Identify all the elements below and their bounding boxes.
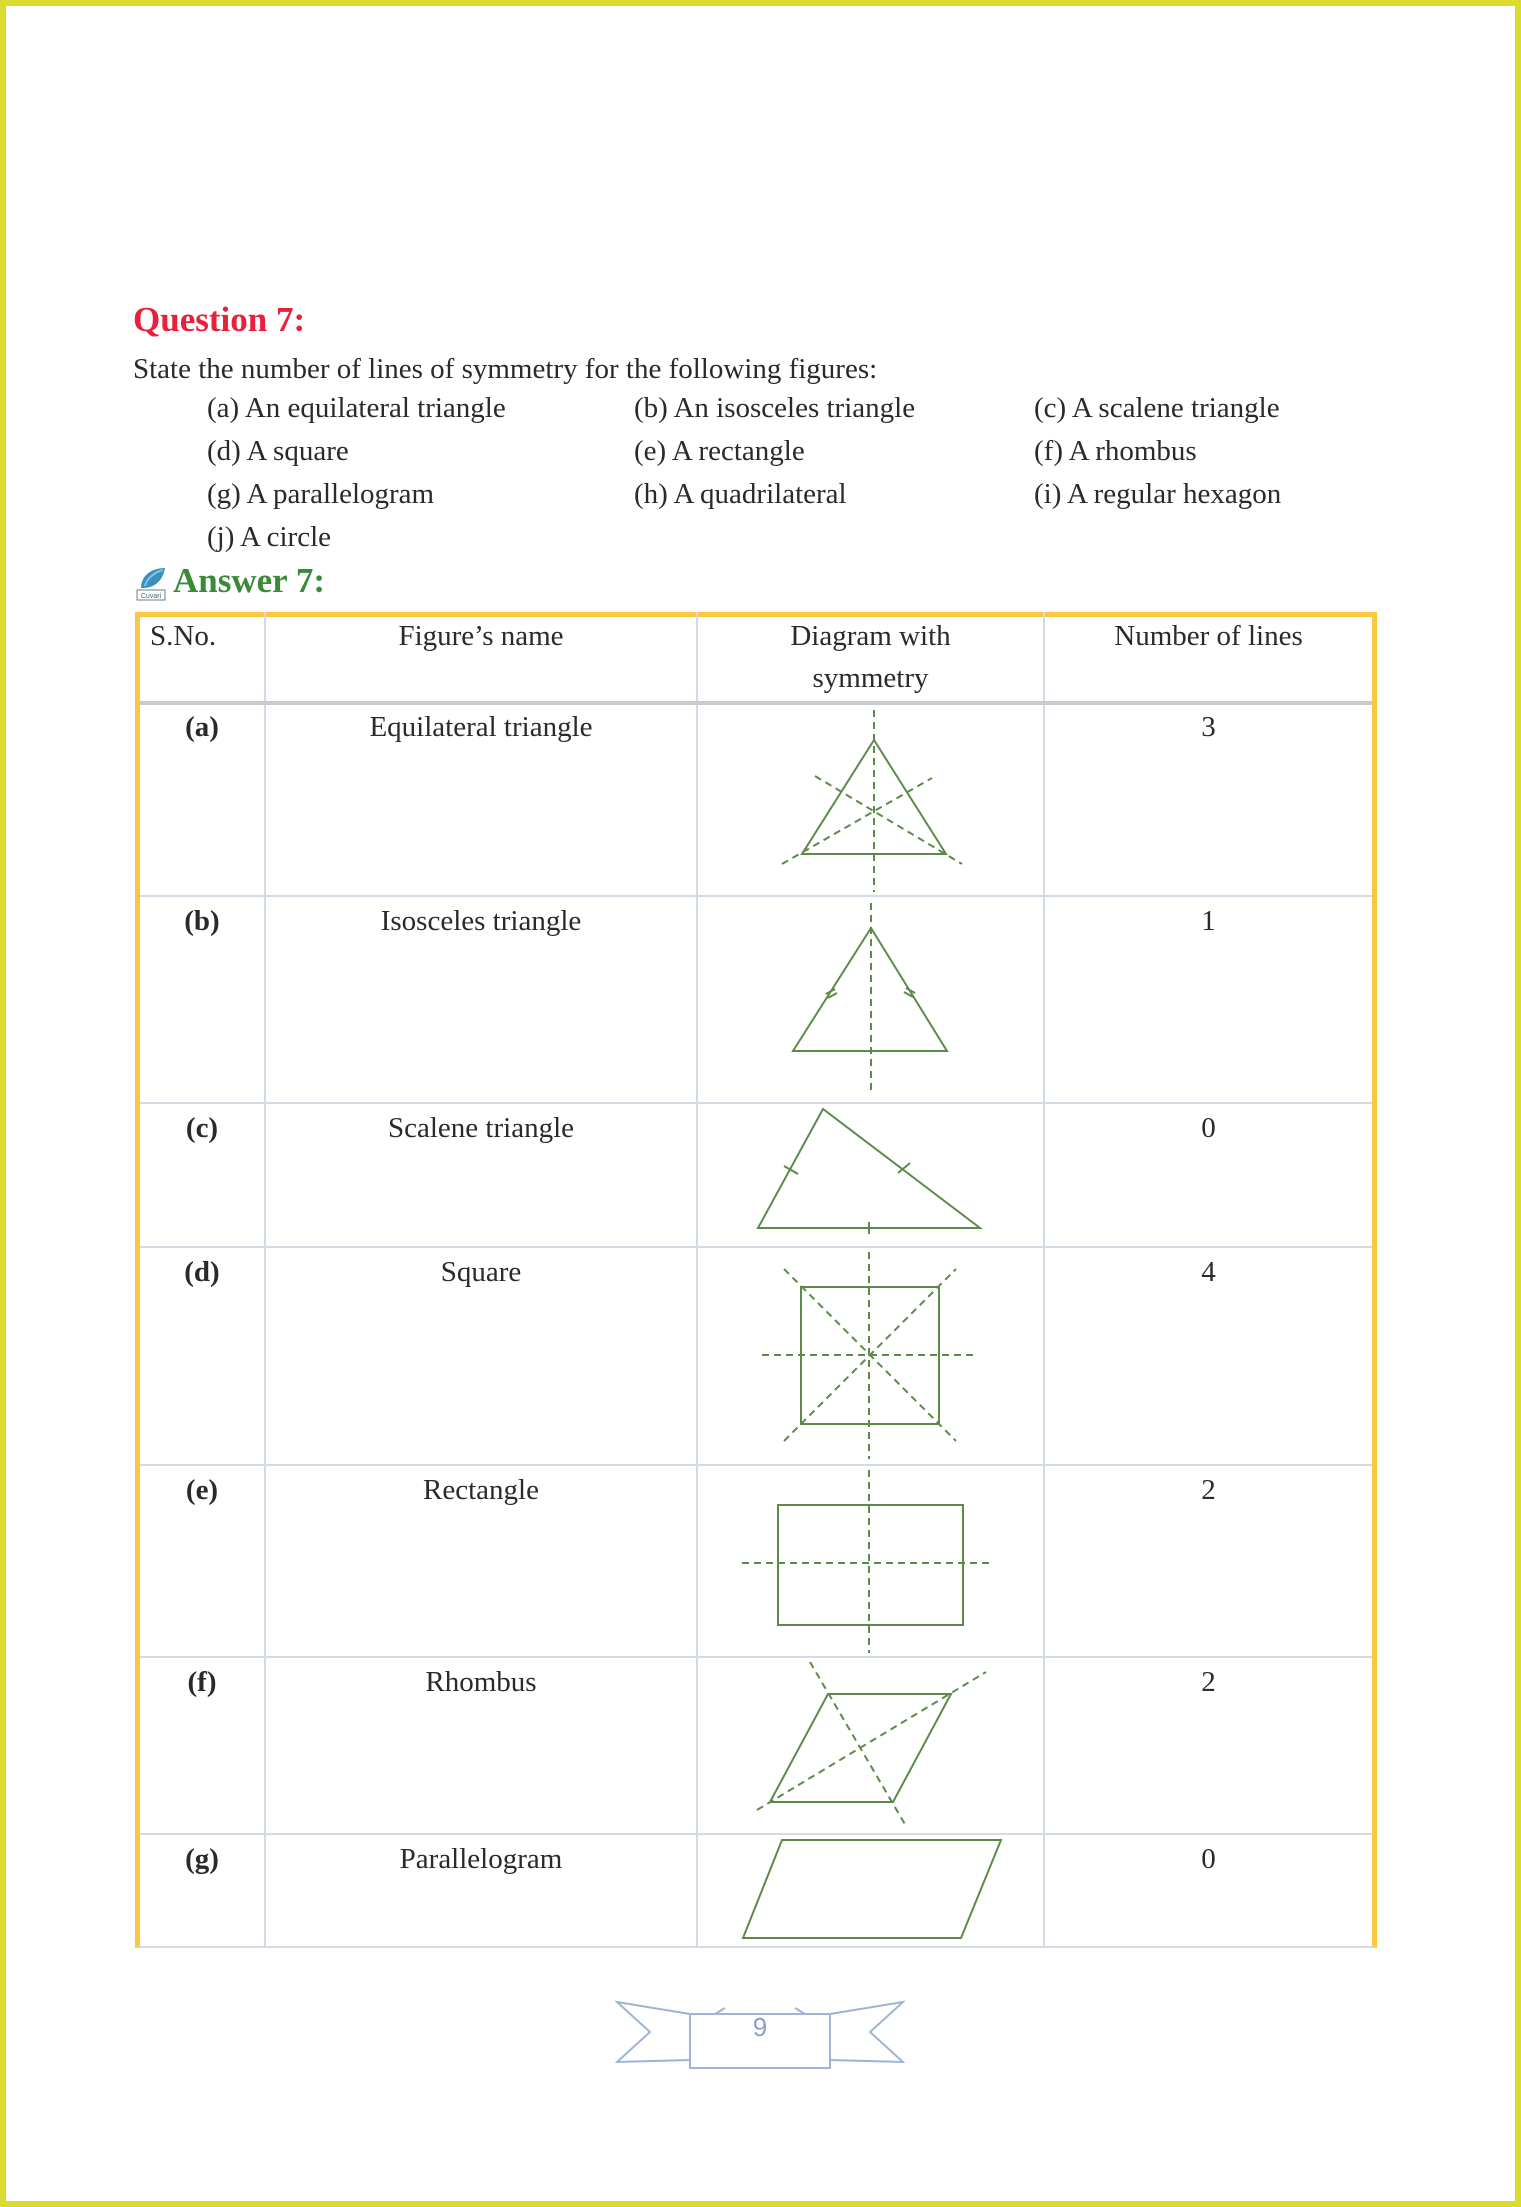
option-j: (j) A circle — [207, 521, 332, 553]
header-diagram: Diagram with symmetry — [790, 620, 951, 694]
square-diagram — [700, 1247, 1040, 1463]
question-title: Question 7: — [133, 300, 306, 339]
row-d-lines: 4 — [1201, 1256, 1216, 1288]
isosceles-triangle-diagram — [700, 897, 1040, 1102]
row-b-name: Isosceles triangle — [380, 905, 582, 937]
row-b-lines: 1 — [1201, 905, 1216, 937]
option-c: (c) A scalene triangle — [1034, 392, 1280, 424]
parallelogram-diagram — [700, 1835, 1040, 1947]
row-e-sno: (e) — [185, 1474, 219, 1506]
row-b-sno: (b) — [184, 905, 220, 937]
option-g: (g) A parallelogram — [207, 478, 435, 510]
option-f: (f) A rhombus — [1034, 435, 1197, 467]
row-g-name: Parallelogram — [399, 1843, 563, 1875]
option-b: (b) An isosceles triangle — [634, 392, 916, 424]
scalene-triangle-diagram — [700, 1103, 1040, 1245]
svg-text:Cuvari: Cuvari — [140, 593, 162, 600]
option-e: (e) A rectangle — [634, 435, 805, 467]
answer-title: Answer 7: — [173, 561, 325, 600]
row-d-name: Square — [440, 1256, 522, 1288]
page-number: 9 — [752, 2012, 768, 2042]
row-f-sno: (f) — [187, 1666, 217, 1698]
row-a-name: Equilateral triangle — [369, 711, 593, 743]
row-g-lines: 0 — [1201, 1843, 1216, 1875]
option-d: (d) A square — [207, 435, 349, 467]
logo-icon — [135, 566, 167, 602]
row-f-lines: 2 — [1201, 1666, 1216, 1698]
row-e-name: Rectangle — [423, 1474, 539, 1506]
row-c-sno: (c) — [185, 1112, 219, 1144]
row-a-sno: (a) — [185, 711, 219, 743]
row-d-sno: (d) — [184, 1256, 220, 1288]
option-i: (i) A regular hexagon — [1034, 478, 1282, 510]
option-a: (a) An equilateral triangle — [207, 392, 506, 424]
row-c-lines: 0 — [1201, 1112, 1216, 1144]
equilateral-triangle-diagram — [700, 700, 1040, 895]
row-a-lines: 3 — [1201, 711, 1216, 743]
rectangle-diagram — [700, 1465, 1040, 1655]
column-divider — [696, 612, 698, 1948]
row-f-name: Rhombus — [425, 1666, 537, 1698]
rhombus-diagram — [700, 1658, 1040, 1833]
row-g-sno: (g) — [185, 1843, 219, 1875]
header-figure-name: Figure’s name — [398, 620, 564, 652]
row-c-name: Scalene triangle — [388, 1112, 574, 1144]
row-e-lines: 2 — [1201, 1474, 1216, 1506]
header-sno: S.No. — [150, 620, 217, 652]
header-number-of-lines: Number of lines — [1114, 620, 1303, 652]
option-h: (h) A quadrilateral — [634, 478, 847, 510]
question-prompt: State the number of lines of symmetry for the following figures: — [133, 353, 878, 385]
